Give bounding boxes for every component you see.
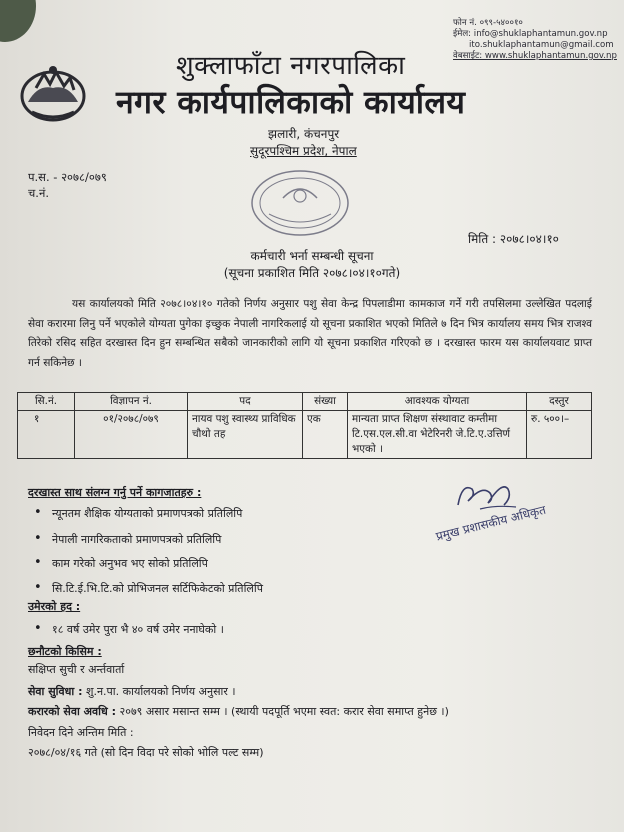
header-ad-number: विज्ञापन नं.: [75, 393, 188, 411]
list-item: • न्यूनतम शैक्षिक योग्यताको प्रमाणपत्रको प्रतिलिपि: [52, 506, 242, 521]
vacancy-table: [17, 392, 592, 459]
header-fee: दस्तुर: [527, 393, 592, 411]
cell-ad-number: ०१/२०७८/०७९: [75, 411, 188, 459]
header-count: संख्या: [303, 393, 348, 411]
contract-text: २०७९ असार मसान्त सम्म । (स्थायी पदपूर्ति भएमा स्वत: करार सेवा समाप्त हुनेछ ।): [116, 705, 449, 718]
address-line-2: सुदूरपश्चिम प्रदेश, नेपाल: [250, 144, 357, 158]
deadline-text: २०७८/०४/१६ गते (सो दिन विदा परे सोको भोलि पल्ट सम्म): [28, 746, 264, 759]
deadline-label: निवेदन दिने अन्तिम मिति :: [28, 726, 134, 739]
header-serial: सि.नं.: [18, 393, 75, 411]
website: वेबसाईट: www.shuklaphantamun.gov.np: [453, 51, 617, 61]
notice-title: कर्मचारी भर्ना सम्बन्धी सूचना: [250, 249, 374, 263]
selection-heading: छनौटको किसिम :: [28, 645, 102, 658]
cell-fee: रु. ५००।–: [527, 411, 592, 459]
cell-post: नायव पशु स्वास्थ्य प्राविधिक चौथो तह: [188, 411, 303, 459]
table-row: [18, 411, 592, 459]
email-primary: ईमेल: info@shuklaphantamun.gov.np: [453, 29, 608, 39]
nepal-emblem-icon: [18, 62, 88, 124]
list-item: • सि.टि.ई.भि.टि.को प्रोभिजनल सर्टिफिकेटको प्रतिलिपि: [52, 581, 263, 596]
cell-serial: १: [18, 411, 75, 459]
office-stamp-icon: [249, 168, 351, 238]
selection-text: सक्षिप्त सुची र अर्न्तवार्ता: [28, 663, 125, 676]
contract-label: करारको सेवा अवधि :: [28, 705, 117, 718]
signatory-title: प्रमुख प्रशासकीय अधिकृत: [434, 502, 548, 544]
email-secondary: ito.shuklaphantamun@gmail.com: [469, 40, 614, 50]
facility-line: [28, 684, 236, 699]
notice-subtitle: (सूचना प्रकाशित मिति २०७८।०४।१०गते): [223, 266, 401, 280]
header-qualification: आवश्यक योग्यता: [348, 393, 527, 411]
age-heading: उमेरको हद :: [28, 600, 81, 613]
page-corner-shadow: [0, 0, 36, 42]
phone-number: फोन नं. ०९९-५४००१०: [453, 18, 523, 28]
fiscal-year: प.स. - २०७८/०७९: [28, 170, 107, 184]
table-header-row: [18, 393, 592, 411]
contract-line: [28, 704, 449, 719]
office-name: नगर कार्यपालिकाको कार्यालय: [116, 83, 466, 121]
cell-qualification: मान्यता प्राप्त शिक्षण संस्थावाट कम्तीमा टि.एस.एल.सी.वा भेटेरिनरी जे.टि.ए.उत्तिर्ण भएको ।: [348, 411, 527, 459]
facility-label: सेवा सुविधा :: [28, 685, 83, 698]
address-line-1: झलारी, कंचनपुर: [268, 127, 340, 141]
header-post: पद: [188, 393, 303, 411]
age-item: • १८ वर्ष उमेर पुरा भै ४० वर्ष उमेर ननाघेको ।: [52, 622, 224, 637]
cell-count: एक: [303, 411, 348, 459]
dispatch-number: च.नं.: [28, 186, 49, 200]
notice-body: यस कार्यालयको मिति २०७८।०४।१० गतेको निर्णय अनुसार पशु सेवा केन्द्र पिपलाडीमा कामकाज गर्ने गरी तपसिलमा उल्लेखित पदलाई सेवा करारमा लिनु पर्ने भएकोले योग्यता पुगेका इच्छुक नेपाली नागरिकलाई यो सूचना प्रकाशित भएको मितिले ७ दिन भित्र कार्यालय समय भित्र राजश्व तिरेको रसिद सहित दरखास्त दिन हुन सम्बन्धित सबैको जानकारीको लागि यो सूचना प्रकाशित गरिएको छ । दरखास्त फारम यस कार्यालयवाट प्राप्त गर्न सकिनेछ ।: [28, 298, 592, 369]
list-item: • काम गरेको अनुभव भए सोको प्रतिलिपि: [52, 556, 208, 571]
letter-date: मिति : २०७८।०४।१०: [468, 232, 559, 246]
documents-heading: दरखास्त साथ संलग्न गर्नु पर्ने कागजातहरु :: [28, 486, 202, 499]
facility-text: शु.न.पा. कार्यालयको निर्णय अनुसार ।: [82, 685, 236, 698]
contact-block: [453, 18, 617, 62]
municipality-name: शुक्लाफाँटा नगरपालिका: [176, 51, 406, 81]
list-item: • नेपाली नागरिकताको प्रमाणपत्रको प्रतिलिपि: [52, 532, 221, 547]
